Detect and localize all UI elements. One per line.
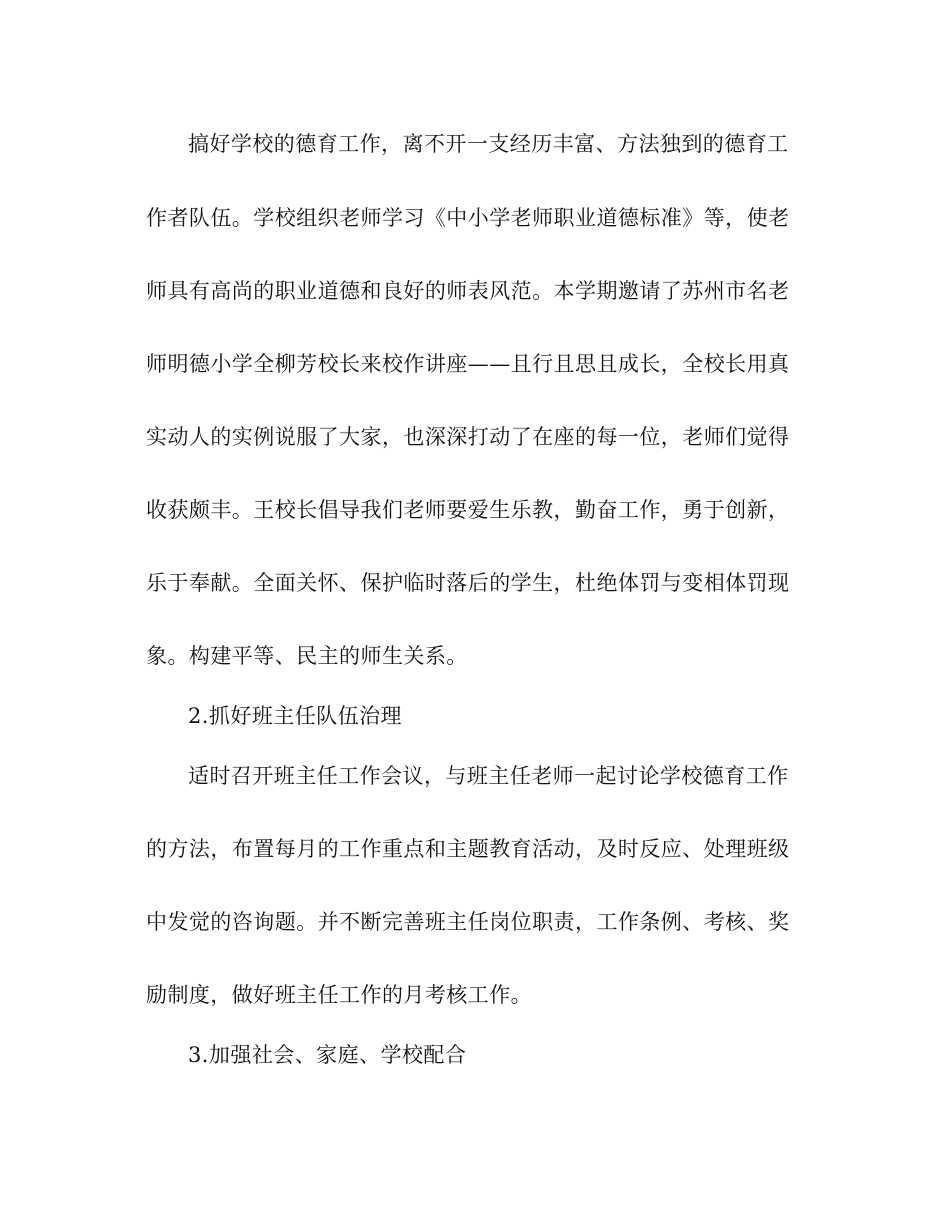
paragraph-line: 实动人的实例说服了大家，也深深打动了在座的每一位，老师们觉得	[146, 425, 790, 449]
section-heading: 2.抓好班主任队伍治理	[188, 704, 402, 728]
paragraph-line: 乐于奉献。全面关怀、保护临时落后的学生，杜绝体罚与变相体罚现	[146, 571, 790, 595]
paragraph-line: 适时召开班主任工作会议，与班主任老师一起讨论学校德育工作	[188, 764, 789, 788]
paragraph-line: 中发觉的咨询题。并不断完善班主任岗位职责，工作条例、考核、奖	[146, 910, 790, 934]
paragraph-line: 师明德小学全柳芳校长来校作讲座——且行且思且成长，全校长用真	[146, 352, 790, 376]
paragraph-line: 师具有高尚的职业道德和良好的师表风范。本学期邀请了苏州市名老	[146, 279, 790, 303]
paragraph-line: 收获颇丰。王校长倡导我们老师要爱生乐教，勤奋工作，勇于创新，	[146, 498, 790, 522]
section-heading: 3.加强社会、家庭、学校配合	[188, 1043, 467, 1067]
paragraph-line: 象。构建平等、民主的师生关系。	[146, 644, 468, 668]
paragraph-line: 励制度，做好班主任工作的月考核工作。	[146, 983, 533, 1007]
paragraph-line: 搞好学校的德育工作，离不开一支经历丰富、方法独到的德育工	[188, 132, 789, 156]
paragraph-line: 的方法，布置每月的工作重点和主题教育活动，及时反应、处理班级	[146, 837, 790, 861]
paragraph-line: 作者队伍。学校组织老师学习《中小学老师职业道德标准》等，使老	[146, 206, 790, 230]
